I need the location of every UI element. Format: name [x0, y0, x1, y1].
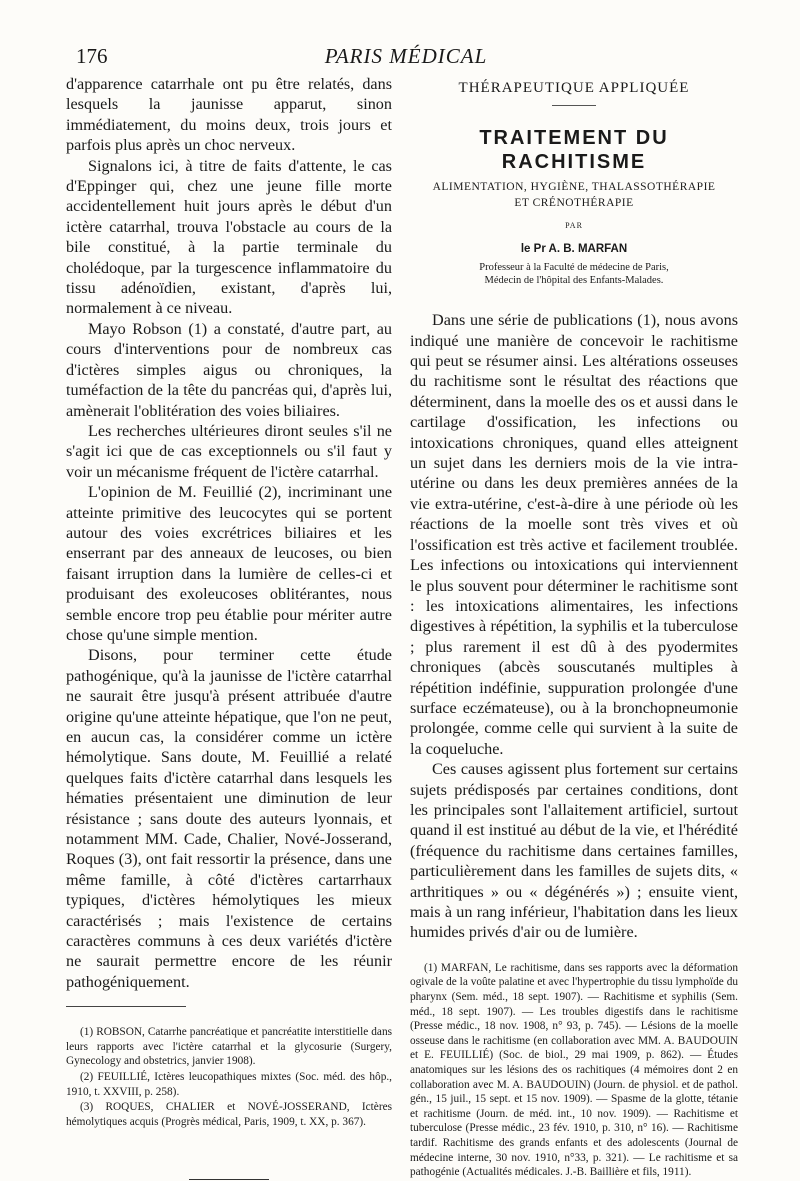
- left-paragraph: d'apparence catarrhale ont pu être relatés, dans lesquels la jaunisse apparut, sinon immédiatement, du moins deux, trois jours et parfois plus après un choc nerveux.: [66, 75, 392, 155]
- title-line: RACHITISME: [501, 151, 647, 174]
- subtitle-line: ET CRÉNOTHÉRAPIE: [514, 197, 634, 210]
- section-rule: [552, 105, 596, 106]
- subtitle-line: ALIMENTATION, HYGIÈNE, THALASSOTHÉRAPIE: [432, 181, 716, 194]
- left-paragraph: Signalons ici, à titre de faits d'attente, le cas d'Eppinger qui, chez une jeune fille morte accidentellement huit jours après le début d'un ictère catarrhal, trouva l'obstacle au cours de la bile constitué, à la partie terminale du cholédoque, par la turgescence inflammatoire du tissu adénoïdien, existant, d'après lui, normalement à ce niveau.: [66, 156, 392, 318]
- right-column: [410, 74, 738, 1181]
- article-body: [410, 310, 738, 943]
- author-affiliation: [410, 261, 738, 287]
- affiliation-line: Médecin de l'hôpital des Enfants-Malades.: [484, 275, 664, 287]
- footnote: (3) ROQUES, CHALIER et NOVÉ-JOSSERAND, Ictères hémolytiques acquis (Progrès médical, Paris, 1909, t. XX, p. 367).: [66, 1101, 392, 1128]
- page-number: 176: [76, 44, 108, 68]
- left-paragraph: Disons, pour terminer cette étude pathogénique, qu'à la jaunisse de l'ictère catarrhal ne saurait être jusqu'à présent attribuée d'autre origine qu'une atteinte hépatique, que l'on ne peut, en aucun cas, la considérer comme un ictère hémolytique. Sans doute, M. Feuillié a relaté quelques faits d'ictère catarrhal dans lesquels les hématies présentaient une diminution de leur résistance ; sans doute des auteurs lyonnais, et notamment MM. Cade, Chalier, Nové-Josserand, Roques (3), ont fait ressortir la présence, dans une même famille, à côté d'ictères cartarrhaux typiques, d'ictères hémolytiques les mieux caractérisés ; mais l'existence de certains caractères communs à ces deux variétés d'ictère ne saurait permettre encore de les réunir pathogéniquement.: [66, 646, 392, 991]
- journal-title: PARIS MÉDICAL: [324, 44, 488, 68]
- right-footnotes: [410, 961, 738, 1180]
- page-header: [76, 44, 736, 74]
- left-footnotes: [66, 1025, 392, 1129]
- left-column: [66, 74, 392, 1180]
- footnote: (1) ROBSON, Catarrhe pancréatique et pancréatite interstitielle dans leurs rapports avec l'ictère catarrhal et la glycosurie (Surgery, Gynecology and obstetrics, janvier 1908).: [66, 1026, 392, 1068]
- left-paragraph: Les recherches ultérieures diront seules s'il ne s'agit ici que de cas exceptionnels ou s'il faut y voir un mécanisme fréquent de l'ictère catarrhal.: [66, 421, 392, 481]
- left-paragraph: L'opinion de M. Feuillié (2), incriminant une atteinte primitive des leucocytes qui se portent autour des voies excrétrices biliaires et les enserrant par des anneaux de leucoses, ou bien faisant irruption dans la lumière de celles-ci et produisant des exoleucoses oblitérantes, nous semble encore trop peu établie pour mériter autre chose qu'une simple mention.: [66, 483, 392, 644]
- right-paragraph: Ces causes agissent plus fortement sur certains sujets prédisposés par certaines conditions, dont les principales sont l'allaitement artificiel, surtout quand il est institué au début de la vie, et l'hérédité (fréquence du rachitisme dans certaines familles, particulièrement dans les familles de sujets dits, « arthritiques » ou « dégénérés ») ; ensuite vient, mais à un rang inférieur, l'habitation dans les lieux humides privés d'air ou de lumière.: [410, 760, 738, 942]
- title-line: TRAITEMENT DU: [479, 127, 669, 150]
- footnote: (2) FEUILLIÉ, Ictères leucopathiques mixtes (Soc. méd. des hôp., 1910, t. XXVIII, p. 258).: [66, 1071, 392, 1098]
- article-title: [410, 126, 738, 174]
- end-rule: [189, 1179, 269, 1180]
- author-name: le Pr A. B. MARFAN: [520, 242, 628, 255]
- section-heading: THÉRAPEUTIQUE APPLIQUÉE: [458, 80, 690, 96]
- affiliation-line: Professeur à la Faculté de médecine de Paris,: [479, 262, 669, 274]
- footnote-rule: [66, 1006, 186, 1007]
- right-paragraph: Dans une série de publications (1), nous avons indiqué une manière de concevoir le rachitisme qui peut se résumer ainsi. Les altérations osseuses du rachitisme sont le résultat des réactions que déterminent, dans la moelle des os et aussi dans le cartilage d'ossification, les infections ou intoxications chroniques, quand elles atteignent un sujet dans les derniers mois de la vie intra-utérine ou dans les deux premières années de la vie extra-utérine, c'est-à-dire à une période où les réactions de la moelle sont très vives et où l'ossification est très active et facilement troublée. Les infections ou intoxications qui interviennent le plus souvent pour déterminer le rachitisme sont : les intoxications alimentaires, les infections digestives à répétition, la syphilis et la tuberculose ; plus rarement il est dû à des pyodermites chroniques (abcès souscutanés multiples à répétition indéfinie, suppuration prolongée d'une surface eczémateuse), ou à la bronchopneumonie prolongée, comme celle qui survient à la suite de la coqueluche.: [410, 311, 738, 758]
- by-label: PAR: [565, 221, 583, 231]
- left-paragraph: Mayo Robson (1) a constaté, d'autre part, au cours d'interventions pour de nombreux cas d'ictères simples aigus ou chroniques, la tuméfaction de la tête du pancréas qui, d'après lui, amènerait l'oblitération des voies biliaires.: [66, 319, 392, 420]
- article-subtitle: [410, 179, 738, 211]
- footnote: (1) MARFAN, Le rachitisme, dans ses rapports avec la déformation ogivale de la voûte palatine et avec l'hypertrophie du tissu lymphoïde du pharynx (Sem. méd., 18 sept. 1907). — Rachitisme et syphilis (Sem. méd., 18 sept. 1907). — Les troubles digestifs dans le rachitisme (Presse médic., 18 nov. 1908, n° 93, p. 745). — Lésions de la moelle osseuse dans le rachitisme (en collaboration avec MM. A. BAUDOUIN et E. FEUILLIÉ) (Soc. de biol., 29 mai 1909, p. 862). — Études anatomiques sur les lésions des os rachitiques (4 mémoires dont 2 en collaboration avec M. A. BAUDOUIN) (Journ. de physiol. et de pathol. gén., 15 juil., 15 sept. et 15 nov. 1909). — Spasme de la glotte, tétanie et rachitisme (Journ. de méd. int., 10 nov. 1909). — Rachitisme et tuberculose (Presse médic., 23 fév. 1910, p. 310, n° 16). — Rachitisme tardif. Rachitisme des grands enfants et des adolescents (Journal de médecine interne, 30 nov. 1910, n°33, p. 321). — Le rachitisme et sa pathogénie (Actualités médicales. J.-B. Baillière et fils, 1911).: [410, 961, 738, 1179]
